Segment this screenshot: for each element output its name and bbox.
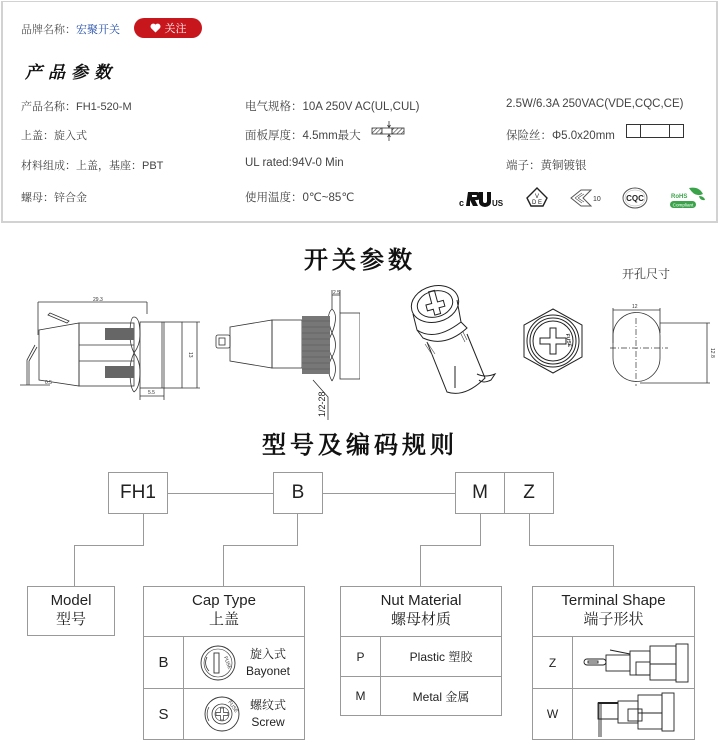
spec-fuse: 保险丝：Φ5.0x20mm [506, 130, 615, 142]
svg-text:13: 13 [187, 352, 193, 358]
connector-line [143, 514, 144, 545]
svg-text:1/2-28: 1/2-28 [317, 391, 327, 417]
nut-value: Plastic 塑胶 [409, 650, 473, 664]
model-table [27, 586, 115, 636]
connector-line [223, 545, 224, 586]
svg-text:5.5: 5.5 [148, 390, 155, 396]
vde-logo-icon [526, 187, 548, 209]
svg-text:10: 10 [593, 196, 601, 203]
nut-material-header [341, 587, 501, 637]
svg-text:FUSE: FUSE [222, 655, 233, 670]
nut-key: P [341, 637, 381, 676]
connector-line [74, 545, 144, 546]
panel-thickness-icon [371, 121, 405, 141]
connector-line [297, 514, 298, 545]
follow-button[interactable] [134, 18, 202, 38]
coding-rule-title: 型号及编码规则 [262, 431, 458, 459]
code-box-z: Z [504, 472, 554, 514]
cqc-logo-icon [622, 187, 648, 209]
connector-line [223, 545, 298, 546]
cap-value [184, 637, 304, 688]
svg-text:c: c [459, 198, 465, 208]
product-params-title: 产品参数 [25, 63, 117, 83]
top-view-drawing [522, 308, 584, 374]
nut-value: Metal 金属 [412, 689, 470, 704]
side-view-drawing [15, 290, 200, 400]
cap-cn: 螺纹式 [249, 698, 286, 712]
nut-key: M [341, 677, 381, 715]
spec-terminal: 端子：黄铜镀银 [506, 160, 587, 172]
terminal-shape-en: Terminal Shape [561, 592, 666, 609]
brand-row [21, 21, 120, 37]
svg-text:29.3: 29.3 [93, 297, 103, 303]
svg-text:US: US [492, 199, 504, 208]
cap-key: B [144, 637, 184, 688]
brand-label: 品牌名称： [21, 24, 76, 36]
screw-cap-icon [202, 694, 242, 734]
brand-name-link[interactable]: 宏聚开关 [76, 24, 120, 36]
hole-dimension-drawing [610, 298, 720, 388]
svg-text:FUSE: FUSE [226, 699, 239, 715]
rohs-logo-icon [669, 186, 707, 210]
svg-text:FUSE: FUSE [564, 333, 573, 348]
straight-terminal-icon [578, 642, 690, 684]
terminal-shape-header [533, 587, 694, 637]
svg-text:2.5: 2.5 [333, 290, 340, 296]
cap-type-en: Cap Type [192, 592, 256, 609]
connector-line [529, 545, 614, 546]
cap-en: Bayonet [245, 663, 291, 678]
nut-row-m [341, 677, 501, 715]
cap-type-table [143, 586, 305, 740]
svg-text:RoHS: RoHS [671, 194, 688, 200]
nut-material-table [340, 586, 502, 716]
spec-material: 材料组成：上盖，基座：PBT [21, 160, 164, 172]
connector-line [420, 545, 481, 546]
connector-line [613, 545, 614, 586]
model-cn: 型号 [55, 611, 86, 628]
perspective-drawing [405, 282, 515, 402]
thread-view-drawing [210, 285, 360, 420]
terminal-key: W [533, 689, 573, 739]
connector-line [480, 514, 481, 545]
cap-value [184, 689, 304, 739]
cap-type-row-b [144, 637, 304, 689]
code-box-b: B [273, 472, 323, 514]
terminal-value [573, 637, 694, 688]
cap-type-header [144, 587, 304, 637]
terminal-row-w [533, 689, 694, 739]
svg-text:Compliant: Compliant [672, 202, 694, 208]
svg-text:D E: D E [531, 200, 543, 206]
spec-ul-rated: UL rated:94V-0 Min [245, 157, 344, 169]
nut-material-en: Nut Material [380, 592, 462, 609]
connector-line [529, 514, 530, 545]
terminal-row-z [533, 637, 694, 689]
nut-row-p [341, 637, 501, 677]
certification-logos [459, 185, 707, 211]
terminal-key: Z [533, 637, 573, 688]
bayonet-cap-icon [198, 643, 238, 683]
terminal-shape-cn: 端子形状 [583, 611, 644, 628]
terminal-value [573, 689, 694, 739]
heart-icon [150, 23, 161, 33]
connector-line [323, 493, 455, 494]
spec-electrical: 电气规格：10A 250V AC(UL,CUL) [245, 101, 420, 113]
bent-terminal-icon [578, 691, 690, 737]
cul-us-logo-icon [459, 187, 505, 209]
code-box-fh1: FH1 [108, 472, 168, 514]
nut-material-cn: 螺母材质 [390, 611, 451, 628]
spec-rating: 2.5W/6.3A 250VAC(VDE,CQC,CE) [506, 98, 684, 110]
terminal-shape-table [532, 586, 695, 740]
cap-type-row-s [144, 689, 304, 739]
switch-params-title: 开关参数 [304, 246, 416, 274]
connector-line [168, 493, 273, 494]
spec-temperature: 使用温度：0℃~85℃ [245, 192, 355, 204]
cap-en: Screw [251, 715, 285, 729]
model-en: Model [50, 592, 92, 609]
model-header [28, 587, 114, 629]
cap-cn: 旋入式 [249, 646, 286, 661]
product-info-card [1, 1, 718, 223]
spec-nut: 螺母：锌合金 [21, 192, 87, 204]
svg-text:0.5: 0.5 [45, 380, 52, 386]
enec-logo-icon [569, 188, 601, 208]
spec-panel-thickness: 面板厚度：4.5mm最大 [245, 130, 361, 142]
spec-product-name: 产品名称：FH1-520-M [21, 101, 132, 113]
svg-text:CQC: CQC [626, 194, 644, 203]
svg-text:V: V [534, 194, 540, 200]
fuse-icon [626, 124, 684, 138]
connector-line [74, 545, 75, 586]
svg-text:12: 12 [632, 304, 638, 310]
svg-text:12.8: 12.8 [709, 348, 715, 358]
follow-label: 关注 [164, 23, 187, 35]
hole-size-label: 开孔尺寸 [622, 267, 671, 281]
connector-line [420, 545, 421, 586]
cap-key: S [144, 689, 184, 739]
code-box-m: M [455, 472, 505, 514]
spec-cap: 上盖：旋入式 [21, 130, 87, 142]
cap-type-cn: 上盖 [208, 611, 239, 628]
